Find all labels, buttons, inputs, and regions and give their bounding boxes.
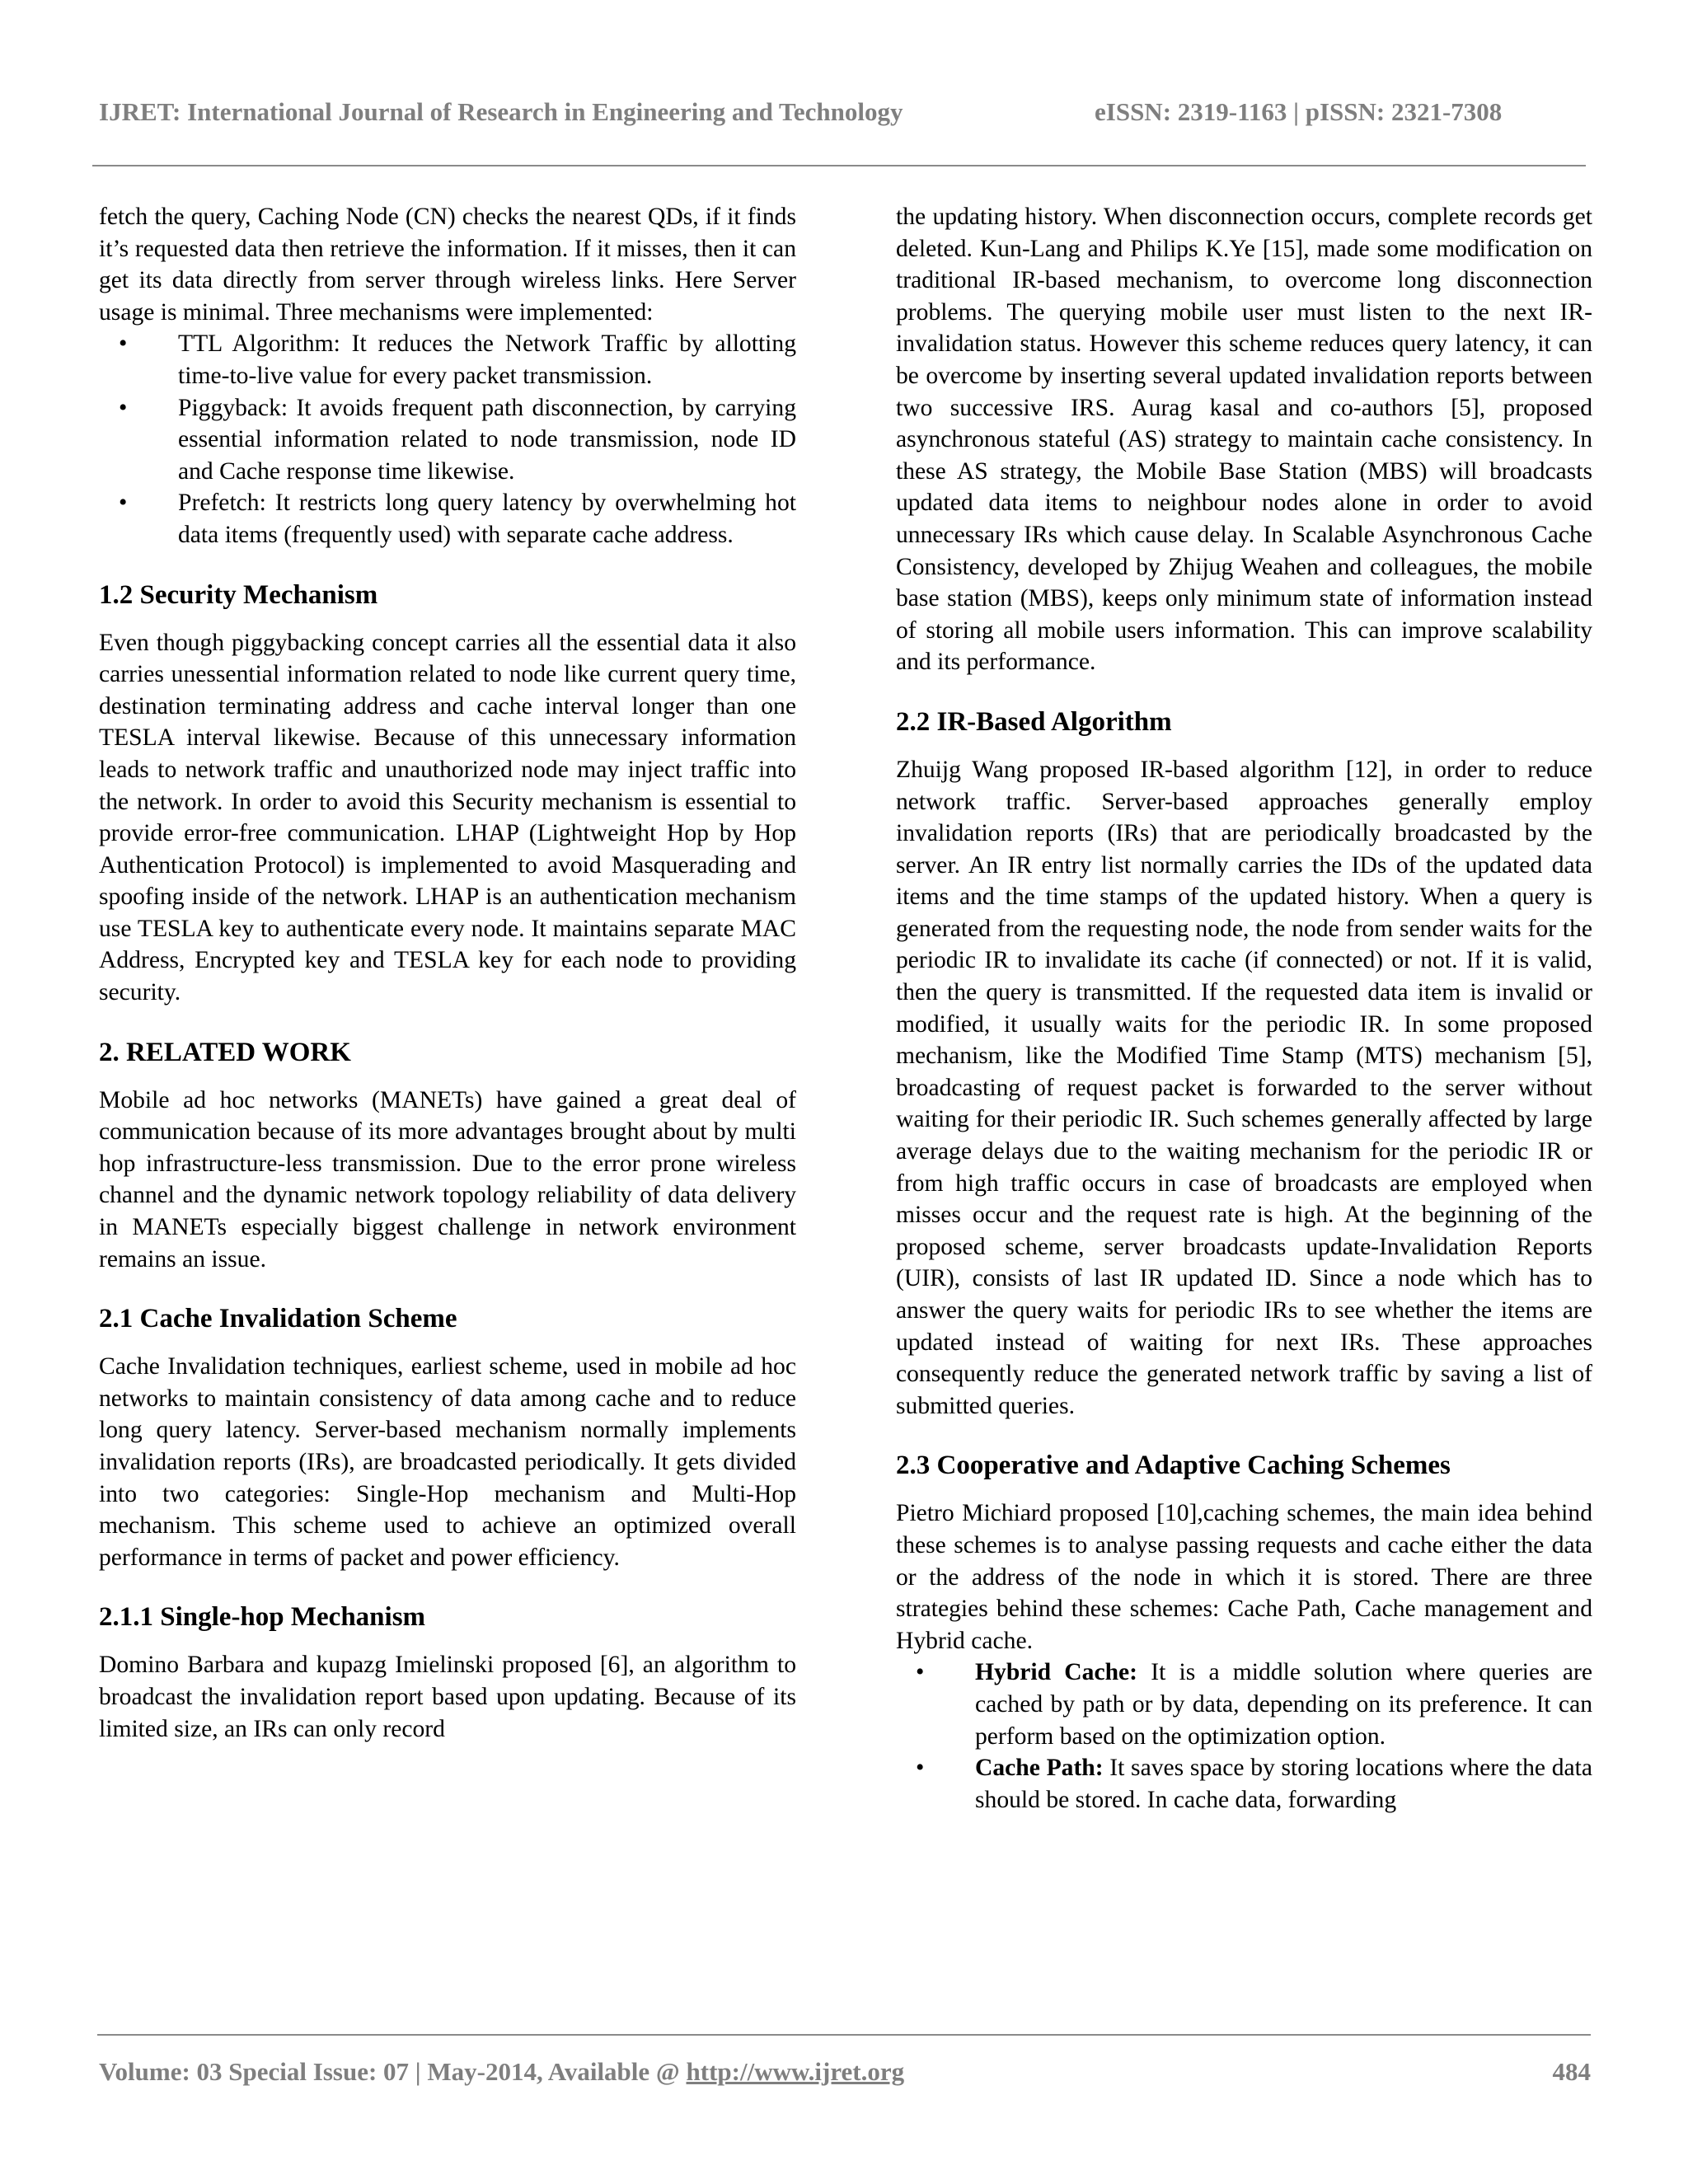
journal-title: IJRET: International Journal of Research in Engineering and Technology <box>99 97 903 126</box>
section-paragraph-1-2: Even though piggybacking concept carries all the essential data it also carries unessential information related to node like current query time, destination terminating address and cache interval longer than one TESLA interval likewise. Because of this unnecessary information leads to network traffic and unauthorized node may inject traffic into the network. In order to avoid this Security mechanism is essential to provide error-free communication. LHAP (Lightweight Hop by Hop Authentication Protocol) is implemented to avoid Masquerading and spoofing inside of the network. LHAP is an authentication mechanism use TESLA key to authenticate every node. It maintains separate MAC Address, Encrypted key and TESLA key for each node to providing security. <box>99 629 796 1006</box>
bullet-icon: • <box>119 330 128 358</box>
section-paragraph-2: Mobile ad hoc networks (MANETs) have gained a great deal of communication because of its more advantages brought about by multi hop infrastructure-less transmission. Due to the error prone wireless channel and the dynamic network topology reliability of data delivery in MANETs especially biggest challenge in network environment remains an issue. <box>99 1086 796 1272</box>
list-term: Cache Path: <box>975 1755 1104 1782</box>
left-column <box>99 201 796 1745</box>
header-rule <box>92 165 1586 166</box>
section-heading-1-2: 1.2 Security Mechanism <box>99 579 378 610</box>
issn-numbers: eISSN: 2319-1163 | pISSN: 2321-7308 <box>1095 97 1503 126</box>
section-heading-2-3: 2.3 Cooperative and Adaptive Caching Schemes <box>896 1451 1451 1481</box>
list-item: • Piggyback: It avoids frequent path disconnection, by carrying essential information related to node transmission, node ID and Cache response time likewise. <box>99 392 796 488</box>
bullet-icon: • <box>119 394 128 421</box>
list-item: • TTL Algorithm: It reduces the Network Traffic by allotting time-to-live value for every packet transmission. <box>99 328 796 391</box>
page-number: 484 <box>1552 2057 1591 2086</box>
list-item: • Cache Path: It saves space by storing locations where the data should be stored. In cache data, forwarding <box>896 1752 1592 1816</box>
bullet-icon: • <box>119 490 128 517</box>
section-heading-2-2: 2.2 IR-Based Algorithm <box>896 706 1172 737</box>
bullet-icon: • <box>916 1659 925 1686</box>
list-term: Hybrid Cache: <box>975 1659 1138 1686</box>
section-paragraph-2-3: Pietro Michiard proposed [10],caching schemes, the main idea behind these schemes is to analyse passing requests and cache either the data or the address of the node in which it is stored. There are three strategies behind these schemes: Cache Path, Cache management and Hybrid cache. <box>896 1500 1592 1654</box>
running-footer <box>99 2057 1591 2087</box>
mechanisms-list <box>99 328 796 551</box>
intro-paragraph: fetch the query, Caching Node (CN) checks the nearest QDs, if it finds it’s requested data then retrieve the information. If it misses, then it can get its data directly from server through wireless links. Here Server usage is minimal. Three mechanisms were implemented: <box>99 204 796 326</box>
right-column <box>896 201 1592 1816</box>
journal-link[interactable]: http://www.ijret.org <box>686 2057 905 2086</box>
bullet-icon: • <box>916 1755 925 1782</box>
continuation-paragraph: the updating history. When disconnection occurs, complete records get deleted. Kun-Lang and Philips K.Ye [15], made some modification on traditional IR-based mechanism, to overcome long disconnection problems. The querying mobile user must listen to the next IR-invalidation status. However this scheme reduces query latency, it can be overcome by inserting several updated invalidation reports between two successive IRS. Aurag kasal and co-authors [5], proposed asynchronous stateful (AS) strategy to maintain cache consistency. In these AS strategy, the Mobile Base Station (MBS) will broadcasts updated data items to neighbour nodes alone in order to avoid unnecessary IRs which cause delay. In Scalable Asynchronous Cache Consistency, developed by Zhijug Weahen and colleagues, the mobile base station (MBS), keeps only minimum state of information instead of storing all mobile users information. This can improve scalability and its performance. <box>896 204 1592 676</box>
list-item: • Prefetch: It restricts long query latency by overwhelming hot data items (frequently used) with separate cache address. <box>99 487 796 551</box>
section-heading-2-1: 2.1 Cache Invalidation Scheme <box>99 1304 457 1334</box>
footer-rule <box>97 2034 1591 2036</box>
section-heading-2-1-1: 2.1.1 Single-hop Mechanism <box>99 1602 426 1633</box>
volume-info: Volume: 03 Special Issue: 07 | May-2014, Available @ <box>99 2057 687 2086</box>
running-header <box>99 97 1591 127</box>
caching-strategies-list <box>896 1657 1592 1816</box>
section-paragraph-2-1-1: Domino Barbara and kupazg Imielinski proposed [6], an algorithm to broadcast the invalidation report based upon updating. Because of its limited size, an IRs can only record <box>99 1652 796 1742</box>
section-paragraph-2-2: Zhuijg Wang proposed IR-based algorithm [12], in order to reduce network traffic. Server-based approaches generally employ invalidation reports (IRs) that are periodically broadcasted by the server. An IR entry list normally carries the IDs of the updated data items and the time stamps of the updated history. When a query is generated from the requesting node, the node from sender waits for the periodic IR to invalidate its cache (if connected) or not. If it is valid, then the query is transmitted. If the requested data item is invalid or modified, it usually waits for the periodic IR. In some proposed mechanism, like the Modified Time Stamp (MTS) mechanism [5], broadcasting of request packet is forwarded to the server without waiting for their periodic IR. Such schemes generally affected by large average delays due to the waiting mechanism for the periodic IR or from high traffic occurs in case of broadcasts are employed when misses occur and the request rate is high. At the beginning of the proposed scheme, server broadcasts update-Invalidation Reports (UIR), consists of last IR updated ID. Since a node which has to answer the query waits for periodic IRs to see whether the items are updated instead of waiting for next IRs. These approaches consequently reduce the generated network traffic by saving a list of submitted queries. <box>896 756 1592 1419</box>
list-item: • Hybrid Cache: It is a middle solution where queries are cached by path or by data, depending on its preference. It can perform based on the optimization option. <box>896 1657 1592 1752</box>
section-paragraph-2-1: Cache Invalidation techniques, earliest scheme, used in mobile ad hoc networks to maintain consistency of data among cache and to reduce long query latency. Server-based mechanism normally implements invalidation reports (IRs), are broadcasted periodically. It gets divided into two categories: Single-Hop mechanism and Multi-Hop mechanism. This scheme used to achieve an optimized overall performance in terms of packet and power efficiency. <box>99 1353 796 1571</box>
section-heading-2: 2. RELATED WORK <box>99 1037 351 1067</box>
